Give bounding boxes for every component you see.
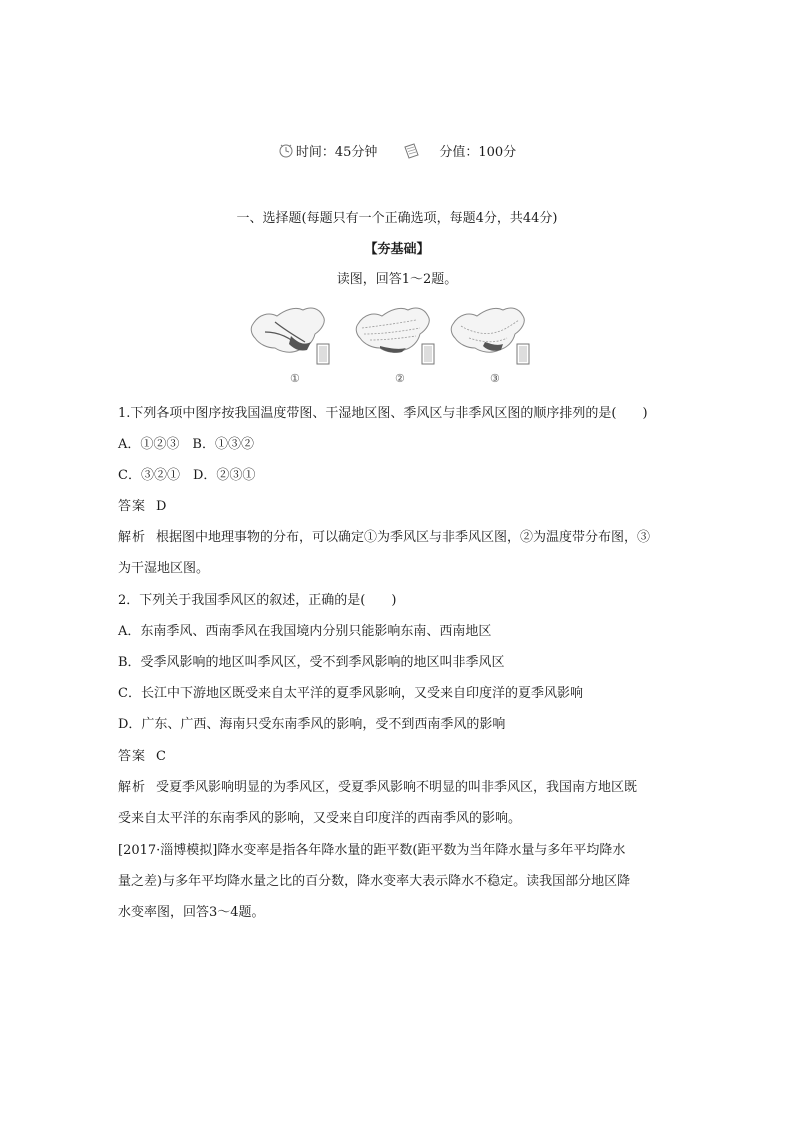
q2-answer-label: 答案 xyxy=(118,749,147,764)
q2-analysis-label: 解析 xyxy=(118,780,147,795)
q1-answer-label: 答案 xyxy=(118,499,147,514)
paper-icon xyxy=(403,143,421,159)
q2-analysis-text1: 受夏季风影响明显的为季风区，受夏季风影响不明显的叫非季风区，我国南方地区既 xyxy=(156,780,638,795)
q1-analysis-text1: 根据图中地理事物的分布，可以确定①为季风区与非季风区图，②为温度带分布图，③ xyxy=(156,530,651,545)
score-label: 分值：100分 xyxy=(439,145,517,160)
q1-answer xyxy=(118,498,688,516)
map-label-2: ② xyxy=(395,372,405,385)
q2-option-b: B．受季风影响的地区叫季风区，受不到季风影响的地区叫非季风区 xyxy=(118,655,505,670)
q3-intro-line1: [2017·淄博模拟]降水变率是指各年降水量的距平数(距平数为当年降水量与多年平均降水 xyxy=(118,843,626,858)
q1-analysis-line1 xyxy=(118,529,688,547)
map-label-1: ① xyxy=(290,372,300,385)
map-figure-2 xyxy=(350,302,450,392)
q2-option-d: D．广东、广西、海南只受东南季风的影响，受不到西南季风的影响 xyxy=(118,717,506,732)
time-label: 时间：45分钟 xyxy=(295,145,378,160)
q3-intro-line3: 水变率图，回答3～4题。 xyxy=(118,905,265,920)
header xyxy=(0,141,794,160)
subsection-title: 【夯基础】 xyxy=(364,242,430,257)
q1-analysis-label: 解析 xyxy=(118,530,147,545)
china-map-2 xyxy=(350,302,450,372)
q2-analysis-line2: 受来自太平洋的东南季风的影响，又受来自印度洋的西南季风的影响。 xyxy=(118,811,522,826)
map-label-3: ③ xyxy=(490,372,500,385)
q1-options-cd: C．③②① D．②③① xyxy=(118,468,256,483)
q2-answer xyxy=(118,748,688,766)
time-group xyxy=(278,141,378,160)
q2-answer-value: C xyxy=(156,749,166,764)
q1-answer-value: D xyxy=(156,499,167,514)
q2-option-c: C．长江中下游地区既受来自太平洋的夏季风影响，又受来自印度洋的夏季风影响 xyxy=(118,686,583,701)
question-intro: 读图，回答1～2题。 xyxy=(336,272,458,287)
china-map-1 xyxy=(245,302,345,372)
clock-icon xyxy=(278,143,294,158)
q2-analysis-line1 xyxy=(118,779,688,797)
q1-analysis-line2: 为干湿地区图。 xyxy=(118,561,210,576)
map-figure-3 xyxy=(445,302,545,392)
q2-option-a: A．东南季风、西南季风在我国境内分别只能影响东南、西南地区 xyxy=(118,624,492,639)
q1-stem: 1.下列各项中图序按我国温度带图、干湿地区图、季风区与非季风区图的顺序排列的是( ) xyxy=(118,406,648,421)
q2-stem: 2．下列关于我国季风区的叙述，正确的是( ) xyxy=(118,593,397,608)
q1-options-ab: A．①②③ B．①③② xyxy=(118,437,254,452)
china-map-3 xyxy=(445,302,545,372)
map-figures xyxy=(245,302,545,392)
q3-intro-line2: 量之差)与多年平均降水量之比的百分数，降水变率大表示降水不稳定。读我国部分地区降 xyxy=(118,874,631,889)
map-figure-1 xyxy=(245,302,345,392)
section-title: 一、选择题(每题只有一个正确选项，每题4分，共44分) xyxy=(236,211,558,226)
